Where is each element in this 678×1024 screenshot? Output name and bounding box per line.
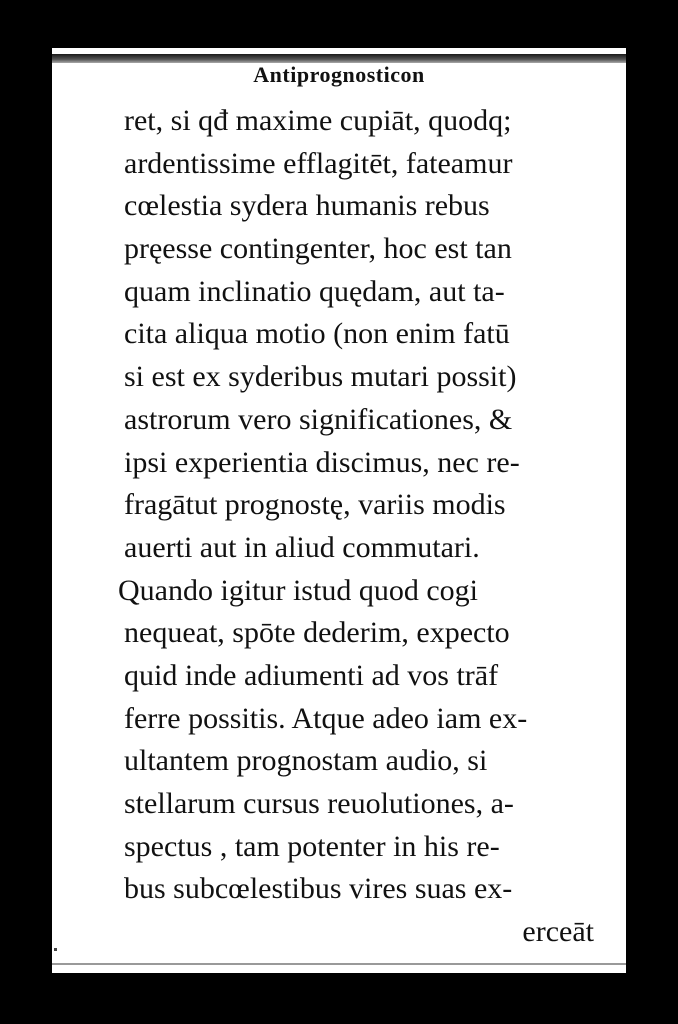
text-line: si est ex syderibus mutari possit) — [124, 360, 517, 394]
text-line: bus subcœlestibus vires suas ex- — [124, 872, 513, 906]
text-line: fragātut prognostę, variis modis — [124, 488, 506, 522]
text-line: nequeat, spōte dederim, expecto — [124, 616, 510, 650]
text-line: auerti aut in aliud commutari. — [124, 530, 480, 564]
text-line: cita aliqua motio (non enim fatū — [124, 317, 510, 351]
body-text — [118, 100, 594, 954]
text-line: ret, si qđ maxime cupiāt, quodq; — [124, 104, 512, 137]
running-header: Antiprognosticon — [253, 62, 425, 87]
text-line: cœlestia sydera humanis rebus — [124, 189, 490, 223]
text-line: stellarum cursus reuolutiones, a- — [124, 787, 514, 820]
text-line: ipsi experientia discimus, nec re- — [124, 445, 520, 479]
text-line: ferre possitis. Atque adeo iam ex- — [124, 701, 528, 735]
text-line: ardentissime efflagitēt, fateamur — [124, 146, 513, 180]
text-line: ultantem prognostam audio, si — [124, 744, 488, 778]
book-page — [52, 48, 626, 973]
bottom-rule — [52, 963, 626, 965]
text-line: spectus , tam potenter in his re- — [124, 829, 500, 863]
text-line: quid inde adiumenti ad vos trāf — [124, 658, 499, 692]
catchword-line: erceāt — [522, 915, 594, 949]
paragraph-start-line: Quando igitur istud quod cogi — [118, 573, 478, 607]
text-line: pręesse contingenter, hoc est tan — [124, 232, 512, 266]
text-line: quam inclinatio quędam, aut ta- — [124, 274, 505, 308]
print-speck — [54, 948, 57, 951]
text-line: astrorum vero significationes, & — [124, 402, 513, 436]
